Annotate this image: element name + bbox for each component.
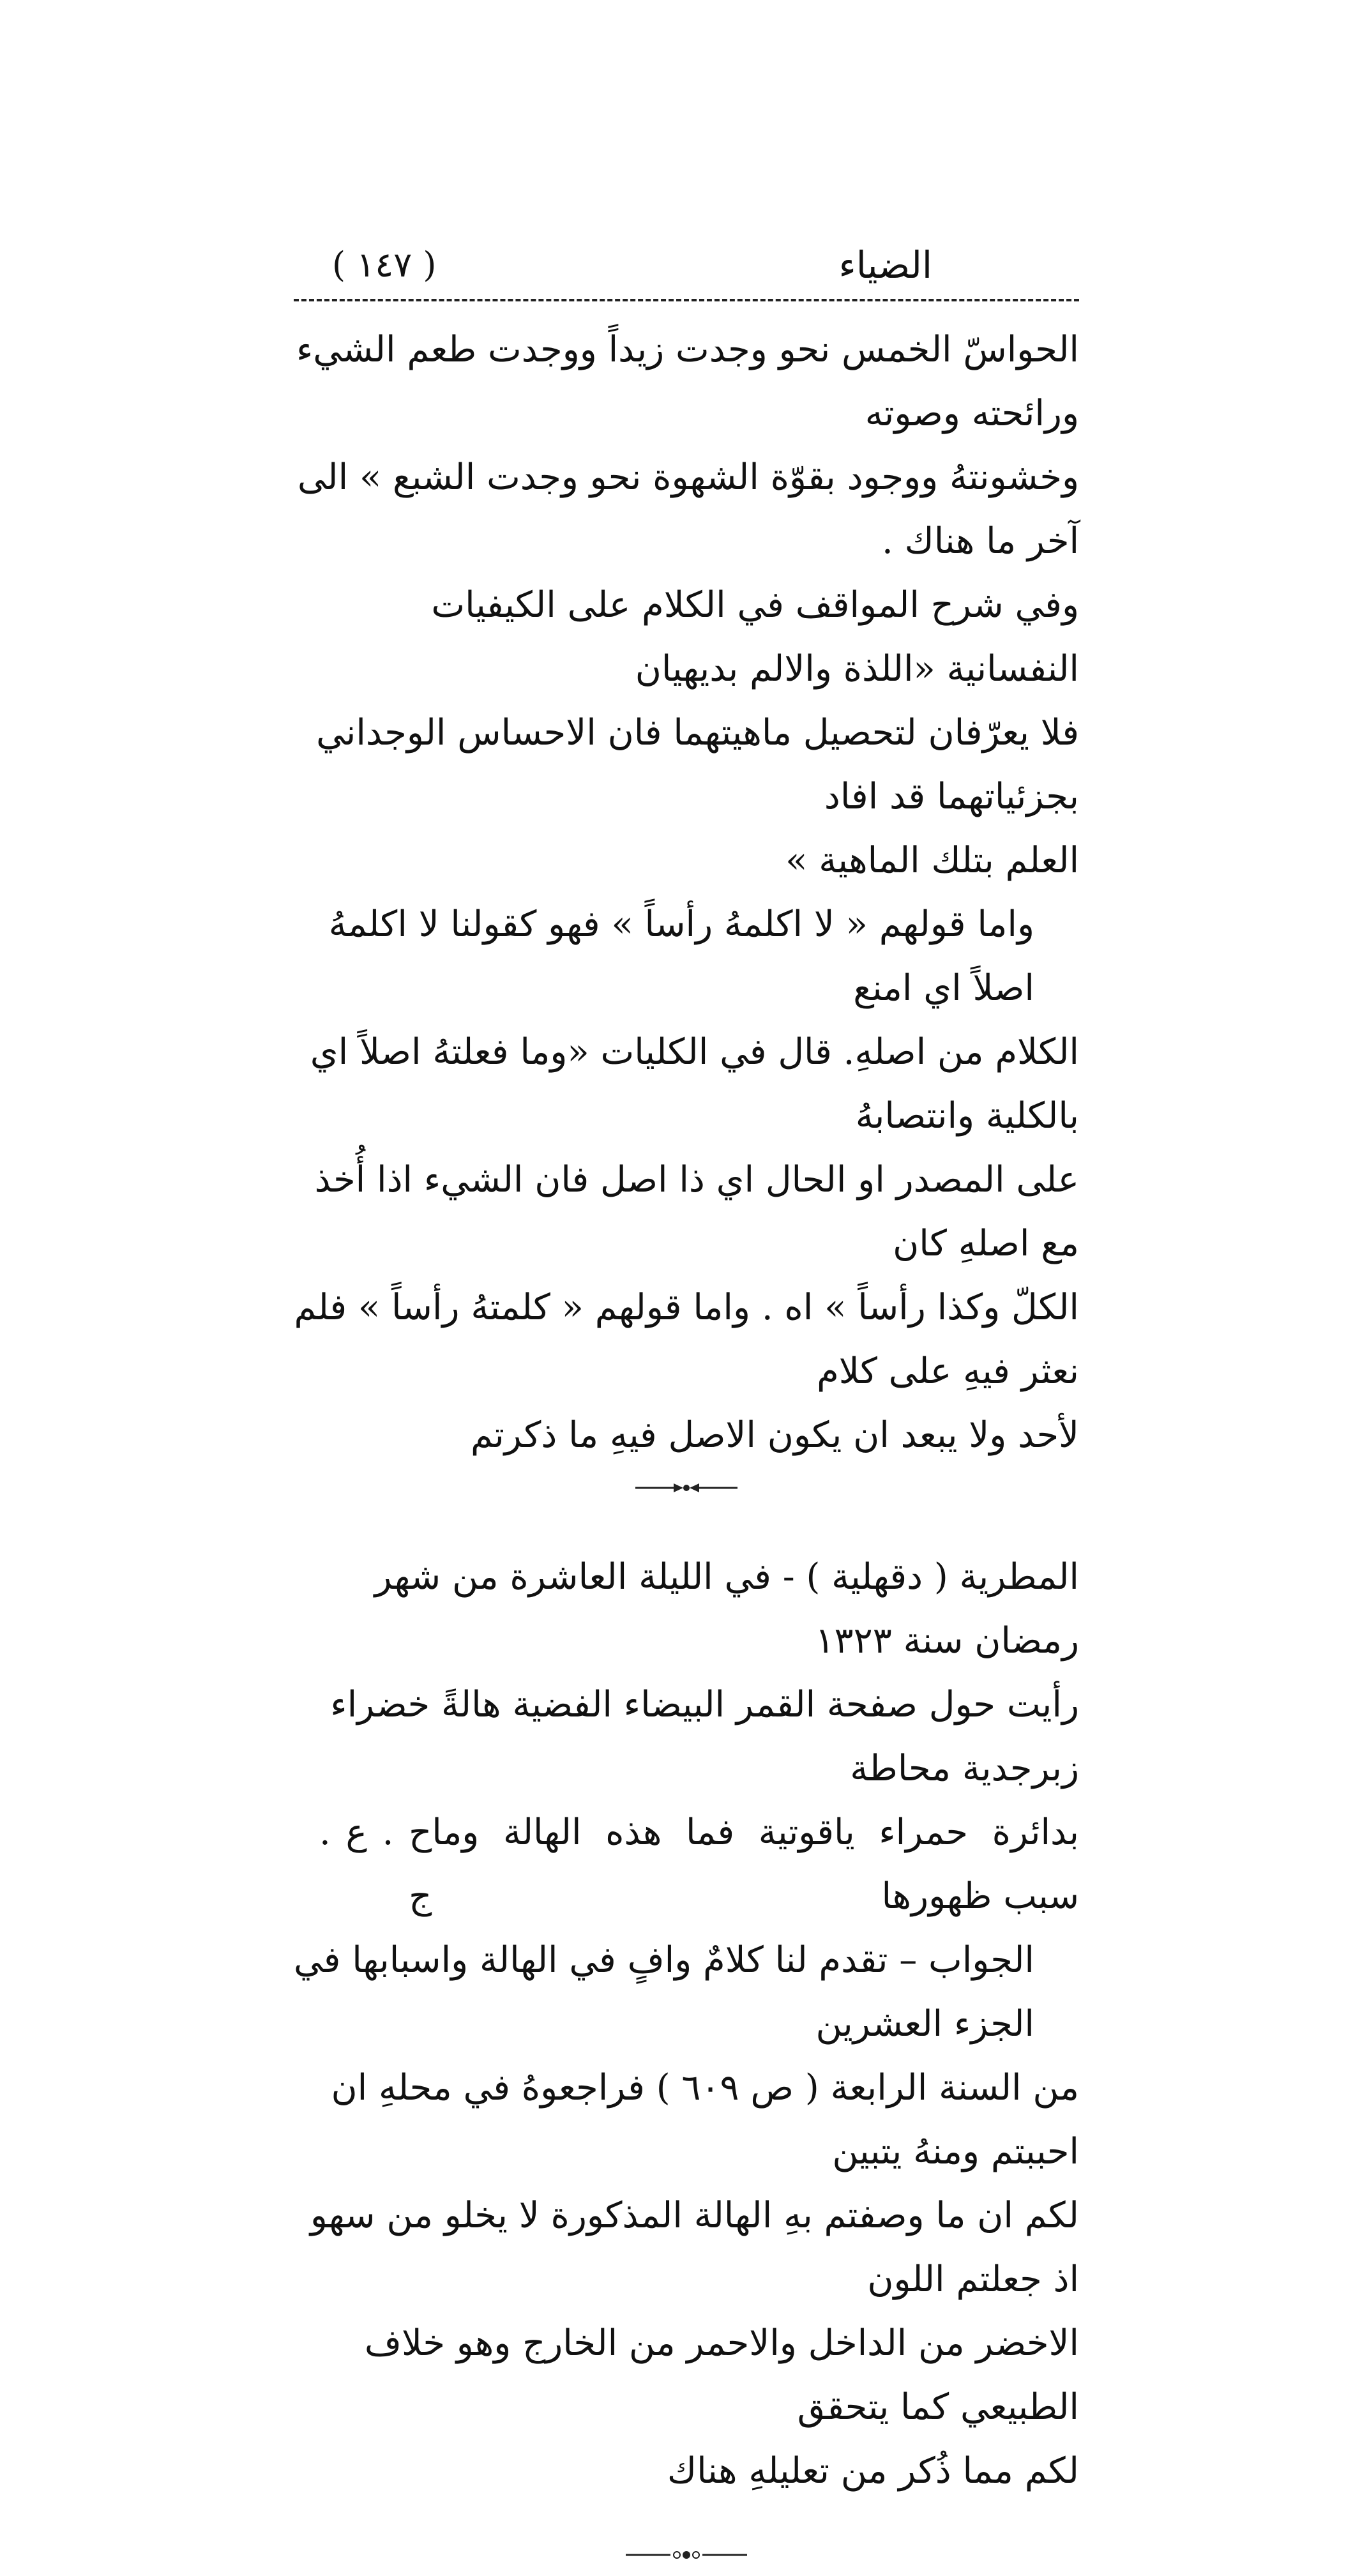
text-line: بدائرة حمراء ياقوتية فما هذه الهالة وما سبب ظهورها [432,1812,1079,1917]
text-line: المطرية ( دقهلية ) - في الليلة العاشرة من شهر رمضان سنة ١٣٢٣ [374,1556,1079,1662]
text-line: الكلّ وكذا رأساً » اه . واما قولهم « كلمتهُ رأساً » فلم نعثر فيهِ على كلام [294,1287,1079,1392]
text-line: وفي شرح المواقف في الكلام على الكيفيات النفسانية «اللذة والالم بديهيان [431,584,1079,690]
text-line: فلا يعرّفان لتحصيل ماهيتهما فان الاحساس الوجداني بجزئياتهما قد افاد [316,712,1079,817]
paragraph-rasan [294,893,1079,1467]
text-line: الاخضر من الداخل والاحمر من الخارج وهو خلاف الطبيعي كما يتحقق [364,2322,1079,2428]
text-line: رأيت حول صفحة القمر البيضاء الفضية هالةً خضراء زبرجدية محاطة [330,1684,1079,1789]
body-text [294,318,1079,2576]
text-line: وخشونتهُ ووجود بقوّة الشهوة نحو وجدت الشبع » الى آخر ما هناك . [297,457,1079,562]
page-header [294,236,1079,294]
header-rule [294,299,1079,301]
paragraph-mawaqif-quote [294,573,1079,893]
end-ornament-icon [623,2547,750,2563]
question-signature: ح . ع . ج [319,1812,432,1917]
text-line: لأحد ولا يبعد ان يكون الاصل فيهِ ما ذكرتم [470,1414,1079,1456]
divider-ornament-icon [629,1478,744,1497]
text-line: الجواب – تقدم لنا كلامٌ وافٍ في الهالة واسبابها في الجزء العشرين [293,1939,1034,2045]
text-line: العلم بتلك الماهية » [785,840,1079,881]
text-line: لكم ان ما وصفتم بهِ الهالة المذكورة لا يخلو من سهو اذ جعلتم اللون [310,2195,1079,2300]
question-last-line [294,1801,1079,1928]
text-line: لكم مما ذُكر من تعليلهِ هناك [667,2450,1079,2492]
running-title: الضياء [838,243,932,287]
paragraph-continuation [294,318,1079,573]
text-line: الحواسّ الخمس نحو وجدت زيداً ووجدت طعم الشيء ورائحته وصوته [296,329,1079,434]
text-line: واما قولهم « لا اكلمهُ رأساً » فهو كقولنا لا اكلمهُ اصلاً اي امنع [328,904,1034,1009]
paragraph-answer [294,1928,1079,2503]
end-ornament [294,2538,1079,2576]
text-line: الكلام من اصلهِ. قال في الكليات «وما فعلتهُ اصلاً اي بالكلية وانتصابهُ [310,1031,1079,1137]
text-line: على المصدر او الحال اي ذا اصل فان الشيء اذا أُخذ مع اصلهِ كان [314,1159,1079,1264]
section-divider-ornament [294,1471,1079,1510]
text-line: من السنة الرابعة ( ص ٦٠٩ ) فراجعوهُ في محلهِ ان احببتم ومنهُ يتبين [331,2067,1079,2172]
page-number: ( ١٤٧ ) [332,245,437,285]
paragraph-question [294,1545,1079,1928]
